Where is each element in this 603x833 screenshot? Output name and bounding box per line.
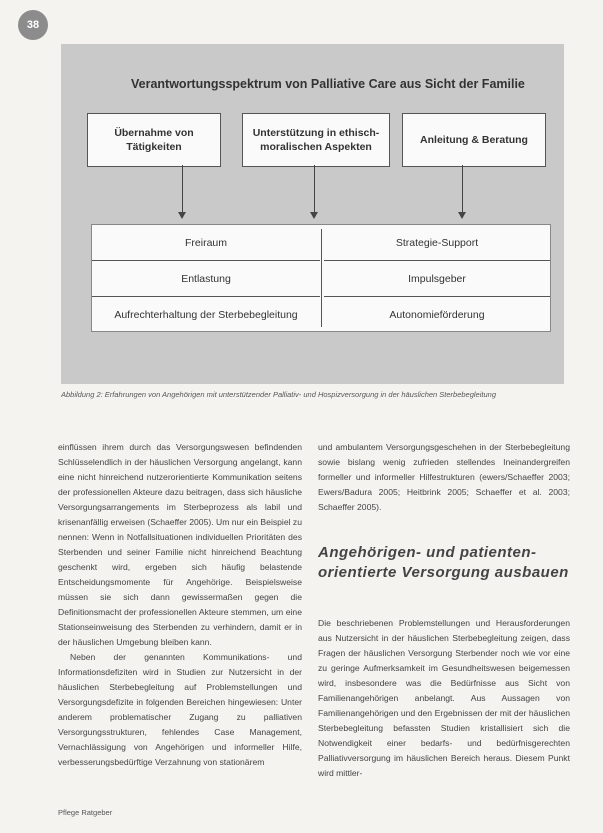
- arrow-down-2: [314, 165, 315, 215]
- row-divider: [92, 296, 320, 297]
- item-aufrechterhaltung: Aufrechterhaltung der Sterbebegleitung: [114, 309, 298, 321]
- arrow-down-3: [462, 165, 463, 215]
- figure-diagram: [61, 44, 564, 384]
- outcomes-panel: [91, 224, 551, 332]
- item-strategie-support: Strategie-Support: [395, 237, 479, 249]
- left-column: [58, 440, 302, 770]
- section-heading: Angehörigen- und patienten-orientierte Versorgung ausbauen: [318, 544, 569, 581]
- item-entlastung: Entlastung: [181, 273, 231, 285]
- figure-title: Verantwortungsspektrum von Palliative Care aus Sicht der Familie: [131, 77, 525, 91]
- right-column-bottom: [318, 616, 570, 781]
- box-uebernahme: Übernahme von Tätigkeiten: [87, 113, 221, 167]
- item-impulsgeber: Impulsgeber: [408, 273, 466, 285]
- item-autonomiefoerderung: Autonomieförderung: [389, 309, 485, 321]
- arrow-down-1: [182, 165, 183, 215]
- paragraph: Neben der genannten Kommunikations- und Informationsdefiziten wird in Studien zur Nutzersicht in der häuslichen Sterbebegleitung auf Problemstellungen und Versorgungsdefizite in folgenden Bereichen hingewiesen: Unter anderem problematischer Zugang zu palliativen Versorgungsstrukturen, fehlendes Case Management, Vernachlässigung von Angehörigen und informeller Hilfe, verbesserungsbedürftige Verzahnung von stationärem: [58, 652, 302, 767]
- figure-caption: Abbildung 2: Erfahrungen von Angehörigen mit unterstützender Palliativ- und Hospizversorgung in der häuslichen Sterbebegleitung: [61, 390, 496, 399]
- row-divider: [92, 260, 320, 261]
- right-column-top: [318, 440, 570, 515]
- column-divider: [321, 229, 322, 327]
- paragraph: Die beschriebenen Problemstellungen und Herausforderungen aus Nutzersicht in der häuslichen Sterbebegleitung zeigen, dass Fragen der häuslichen Versorgung Sterbender noch wie vor eine zu geringe Aufmerksamkeit im Gesundheitswesen beigemessen wird, insbesondere was die Bedürfnisse aus Sicht von Familienangehörigen anbelangt. Aus Aussagen von Familienangehörigen und den Ergebnissen der mit der häuslichen Sterbebegleitung befassten Studien kristallisiert sich die Notwendigkeit einer bedarfs- und bedürfnisgerechten Palliativversorgung im häuslichen Bereich heraus. Diesem Punkt wird mittler-: [318, 618, 570, 778]
- row-divider: [324, 260, 550, 261]
- item-freiraum: Freiraum: [184, 237, 227, 249]
- box-anleitung: Anleitung & Beratung: [402, 113, 546, 167]
- page-footer: Pflege Ratgeber: [58, 808, 113, 817]
- page-number-badge: 38: [18, 10, 48, 40]
- paragraph: einflüssen ihrem durch das Versorgungswesen befindenden Schlüsselendlich in der häuslichen Versorgung angelangt, kann eine nicht hinreichend nutzerorientierte Kommunikation seitens der professionellen Akteure dazu beitragen, dass sich häusliche Versorgungsarrangements im Sterbeprozess als labil und krisenanfällig erweisen (Schaeffer 2005). Um nur ein Beispiel zu nennen: Wenn in Notfallsituationen individuellen Prioritäten des Sterbenden und seiner Familie nicht hinreichend Beachtung geschenkt wird, ergeben sich häufig belastende Entscheidungsmomente für Angehörige. Beispielsweise müssen sie sich dann gewissermaßen gegen die Definitionsmacht der professionellen Akteure stemmen, um eine Stationseinweisung des Sterbenden zu verhindern, damit er in der häuslichen Umgebung bleiben kann.: [58, 442, 302, 647]
- paragraph: und ambulantem Versorgungsgeschehen in der Sterbebegleitung sowie bislang wenig zufrieden stellendes Ineinandergreifen formeller und informeller Hilfestrukturen (ewers/Schaeffer 2003; Ewers/Badura 2005; Heitbrink 2005; Schaeffer et al. 2003; Schaeffer 2005).: [318, 442, 570, 512]
- box-unterstuetzung: Unterstützung in ethisch- moralischen Aspekten: [242, 113, 390, 167]
- row-divider: [324, 296, 550, 297]
